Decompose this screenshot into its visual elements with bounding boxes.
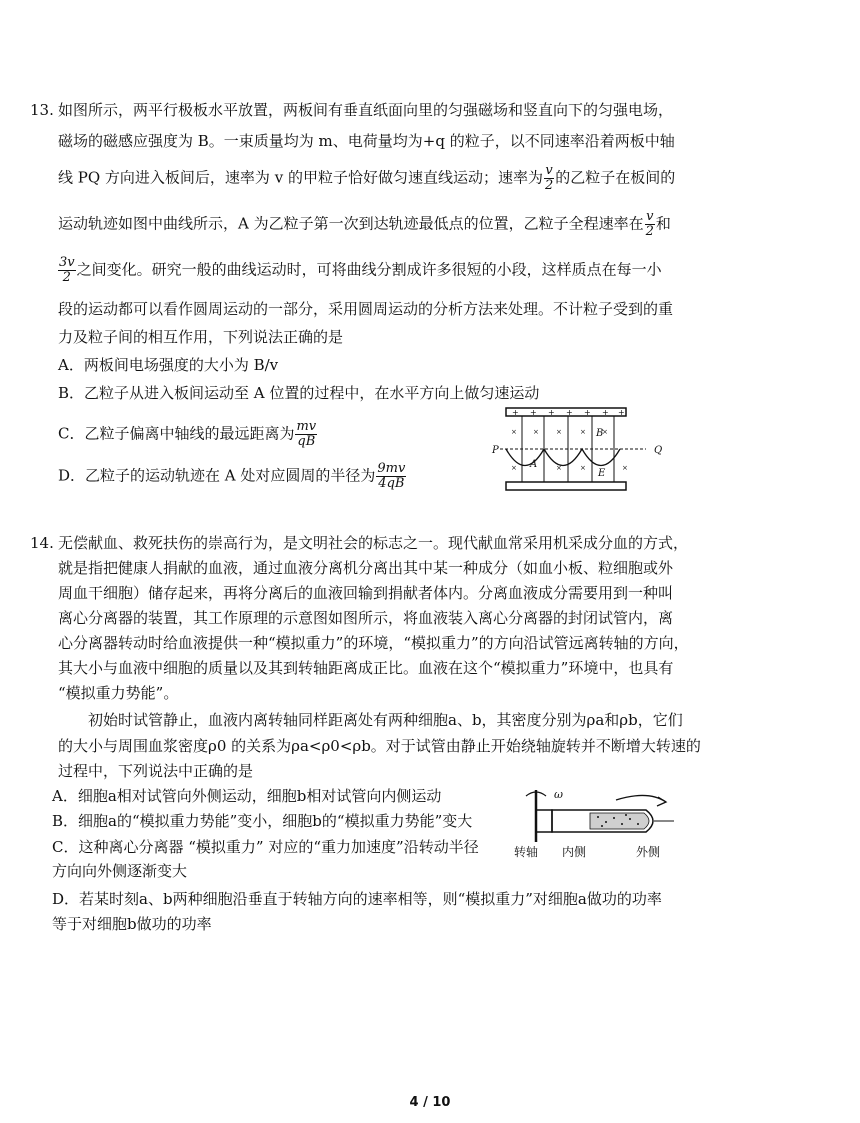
label-q: Q <box>654 445 663 456</box>
q14-option-b: B．细胞a的“模拟重力势能”变小，细胞b的“模拟重力势能”变大 <box>52 812 473 830</box>
q13-line-4 <box>58 210 671 239</box>
q14-option-d-line-1: D．若某时刻a、b两种细胞沿垂直于转轴方向的速率相等，则“模拟重力”对细胞a做功的功率 <box>52 890 662 908</box>
blood-sample <box>590 813 649 829</box>
fraction-numerator: v <box>646 209 654 224</box>
svg-text:+: + <box>512 408 519 417</box>
q13-line-3-b: 的乙粒子在板间的 <box>555 168 676 187</box>
svg-text:×: × <box>556 428 562 436</box>
svg-text:+: + <box>584 408 591 417</box>
q13-option-b: B．乙粒子从进入板间运动至 A 位置的过程中，在水平方向上做匀速运动 <box>58 384 540 402</box>
q13-option-a: A．两板间电场强度的大小为 B/v <box>58 356 279 374</box>
q13-option-d <box>58 462 407 491</box>
outer-side-label: 外侧 <box>636 845 661 859</box>
q14-option-c-line-1: C．这种离心分离器 “模拟重力” 对应的“重力加速度”沿转动半径 <box>52 838 479 856</box>
svg-text:×: × <box>556 464 562 472</box>
svg-text:+: + <box>548 408 555 417</box>
svg-text:×: × <box>533 428 539 436</box>
label-p: P <box>492 445 499 456</box>
q13-line-2: 磁场的磁感应强度为 B。一束质量均为 m、电荷量均为+q 的粒子，以不同速率沿着两板中轴 <box>58 132 675 150</box>
label-a: A <box>530 459 538 470</box>
fraction-numerator: 9mv <box>377 461 406 476</box>
svg-text:×: × <box>602 428 608 436</box>
svg-text:+: + <box>530 408 537 417</box>
q13-option-c-text: C．乙粒子偏离中轴线的最远距离为 <box>58 424 295 443</box>
q13-number: 13. <box>30 101 54 119</box>
tube-holder <box>536 810 552 832</box>
q13-line-3-a: 线 PQ 方向进入板间后，速率为 v 的甲粒子恰好做匀速直线运动；速率为 <box>58 168 543 187</box>
q14-option-d-line-2: 等于对细胞b做功的功率 <box>52 915 212 933</box>
mv-over-qb-fraction <box>295 420 317 449</box>
svg-text:+: + <box>618 408 625 417</box>
v-over-2-fraction <box>645 210 655 239</box>
svg-text:×: × <box>622 464 628 472</box>
q13-line-5-b: 之间变化。研究一般的曲线运动时，可将曲线分割成许多很短的小段，这样质点在每一小 <box>76 260 662 279</box>
q14-line-3: 周血干细胞）储存起来，再将分离后的血液回输到捐献者体内。分离血液成分需要用到一种叫 <box>58 584 674 602</box>
q13-option-d-text: D．乙粒子的运动轨迹在 A 处对应圆周的半径为 <box>58 466 376 485</box>
q14-line-6: 其大小与血液中细胞的质量以及其到转轴距离成正比。血液在这个“模拟重力”环境中，也具有 <box>58 659 674 677</box>
q13-line-5 <box>58 256 662 285</box>
3v-over-2-fraction <box>58 256 76 285</box>
inner-side-label: 内侧 <box>562 845 587 859</box>
centrifuge-figure <box>508 784 694 860</box>
q13-line-6: 段的运动都可以看作圆周运动的一部分，采用圆周运动的分析方法来处理。不计粒子受到的重 <box>58 300 674 318</box>
svg-text:+: + <box>566 408 573 417</box>
q13-line-3 <box>58 164 675 193</box>
9mv-over-4qb-fraction <box>376 462 406 491</box>
axis-label: 转轴 <box>514 845 539 859</box>
q13-line-4-a: 运动轨迹如图中曲线所示，A 为乙粒子第一次到达轨迹最低点的位置，乙粒子全程速率在 <box>58 214 644 233</box>
motion-arrow-icon <box>616 795 666 802</box>
svg-text:×: × <box>580 428 586 436</box>
q14-line-4: 离心分离器的装置，其工作原理的示意图如图所示，将血液装入离心分离器的封闭试管内，离 <box>58 609 674 627</box>
q14-line-1: 无偿献血、救死扶伤的崇高行为，是文明社会的标志之一。现代献血常采用机采成分血的方式， <box>58 534 689 552</box>
fraction-denominator: 2 <box>544 178 554 193</box>
q13-line-7: 力及粒子间的相互作用，下列说法正确的是 <box>58 328 344 346</box>
q14-line-5: 心分离器转动时给血液提供一种“模拟重力”的环境，“模拟重力”的方向沿试管远离转轴的方向， <box>58 634 689 652</box>
fraction-denominator: 4qB <box>378 476 405 491</box>
q13-line-4-b: 和 <box>655 214 671 233</box>
q14-line-10: 过程中，下列说法中正确的是 <box>58 762 254 780</box>
q14-option-c-line-2: 方向向外侧逐渐变大 <box>52 862 188 880</box>
svg-text:+: + <box>602 408 609 417</box>
trajectory-curve <box>506 449 620 466</box>
label-e: E <box>598 468 606 479</box>
fraction-denominator: 2 <box>62 270 71 285</box>
q14-line-7: “模拟重力势能”。 <box>58 684 179 702</box>
svg-text:×: × <box>580 464 586 472</box>
q13-option-c <box>58 420 318 449</box>
omega-label: ω <box>554 788 563 801</box>
fraction-numerator: 3v <box>59 255 75 270</box>
q14-option-a: A．细胞a相对试管向外侧运动，细胞b相对试管向内侧运动 <box>52 787 442 805</box>
label-b: B <box>596 428 604 439</box>
q14-line-8: 初始时试管静止，血液内离转轴同样距离处有两种细胞a、b，其密度分别为ρa和ρb，它们 <box>88 711 683 729</box>
q14-line-2: 就是指把健康人捐献的血液，通过血液分离机分离出其中某一种成分（如血小板、粒细胞或外 <box>58 559 674 577</box>
q14-line-9: 的大小与周围血浆密度ρ0 的关系为ρa<ρ0<ρb。对于试管由静止开始绕轴旋转并不断增大转速的 <box>58 737 701 755</box>
fraction-denominator: 2 <box>645 224 654 239</box>
q14-number: 14. <box>30 534 54 552</box>
page-number: 4 / 10 <box>409 1095 451 1110</box>
fraction-numerator: v <box>545 163 553 178</box>
svg-text:×: × <box>511 464 517 472</box>
q13-line-1: 如图所示，两平行极板水平放置，两板间有垂直纸面向里的匀强磁场和竖直向下的匀强电场， <box>58 101 674 119</box>
svg-text:×: × <box>511 428 517 436</box>
fraction-denominator: qB <box>297 434 316 449</box>
parallel-plates-figure <box>486 404 686 496</box>
fraction-numerator: mv <box>296 419 317 434</box>
v-over-2-fraction <box>544 164 554 193</box>
bottom-plate <box>506 482 626 490</box>
